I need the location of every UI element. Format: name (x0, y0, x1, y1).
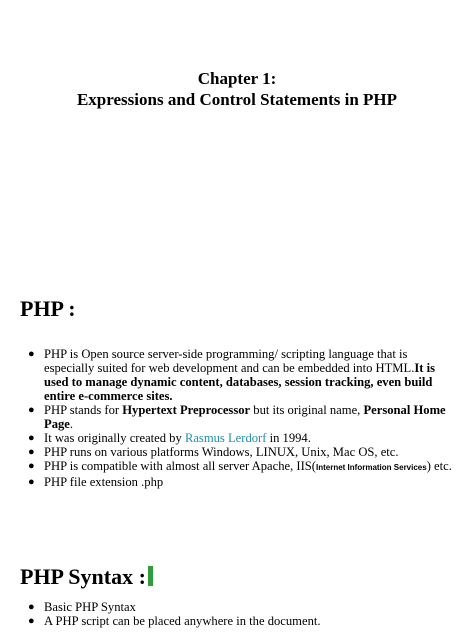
list-item (0, 459, 474, 475)
item-text-bold: Hypertext Preprocessor (122, 403, 251, 417)
item-text: but its original name, (250, 403, 364, 417)
bullet-icon: ● (28, 432, 35, 444)
item-text: ) etc. (426, 459, 452, 473)
item-text: in 1994. (266, 431, 311, 445)
item-text: PHP file extension .php (44, 475, 164, 489)
item-text: PHP is compatible with almost all server Apache, IIS( (44, 459, 316, 473)
list-item (0, 614, 474, 628)
bullet-icon: ● (28, 476, 35, 488)
bullet-icon: ● (28, 348, 35, 360)
list-item (0, 475, 474, 489)
item-text: A PHP script can be placed anywhere in the document. (44, 614, 321, 628)
chapter-title (0, 68, 474, 110)
chapter-subtitle: Expressions and Control Statements in PHP (76, 90, 398, 109)
item-text: . (69, 417, 74, 431)
list-item (0, 445, 474, 459)
chapter-number: Chapter 1: (197, 69, 277, 88)
section-heading-php: PHP : (20, 296, 76, 321)
item-text: Basic PHP Syntax (44, 600, 136, 614)
item-text-bold: Personal Home Page (44, 403, 446, 431)
bullet-icon: ● (28, 446, 35, 458)
item-text: It was originally created by (44, 431, 185, 445)
item-text-bold: It is used to manage dynamic content, databases, session tracking, even build entire e-commerce sites. (44, 361, 436, 403)
list-item (0, 600, 474, 614)
bullet-icon: ● (28, 615, 35, 627)
heading-text: PHP Syntax : (20, 564, 146, 589)
section-heading-syntax (20, 564, 153, 590)
list-item (0, 431, 474, 445)
syntax-bullet-list (0, 600, 474, 628)
list-item (0, 347, 474, 403)
bullet-icon: ● (28, 460, 35, 472)
item-text: PHP runs on various platforms Windows, LINUX, Unix, Mac OS, etc. (44, 445, 399, 459)
item-text-small: Internet Information Services (316, 463, 427, 472)
item-text: PHP is Open source server-side programming/ scripting language that is especially suited for web development and can be embedded into HTML. (44, 347, 415, 375)
list-item (0, 403, 474, 431)
bullet-icon: ● (28, 404, 35, 416)
bullet-icon: ● (28, 601, 35, 613)
php-bullet-list (0, 347, 474, 489)
author-link[interactable]: Rasmus Lerdorf (184, 431, 267, 445)
item-text: PHP stands for (44, 403, 123, 417)
text-cursor-icon (148, 566, 153, 586)
